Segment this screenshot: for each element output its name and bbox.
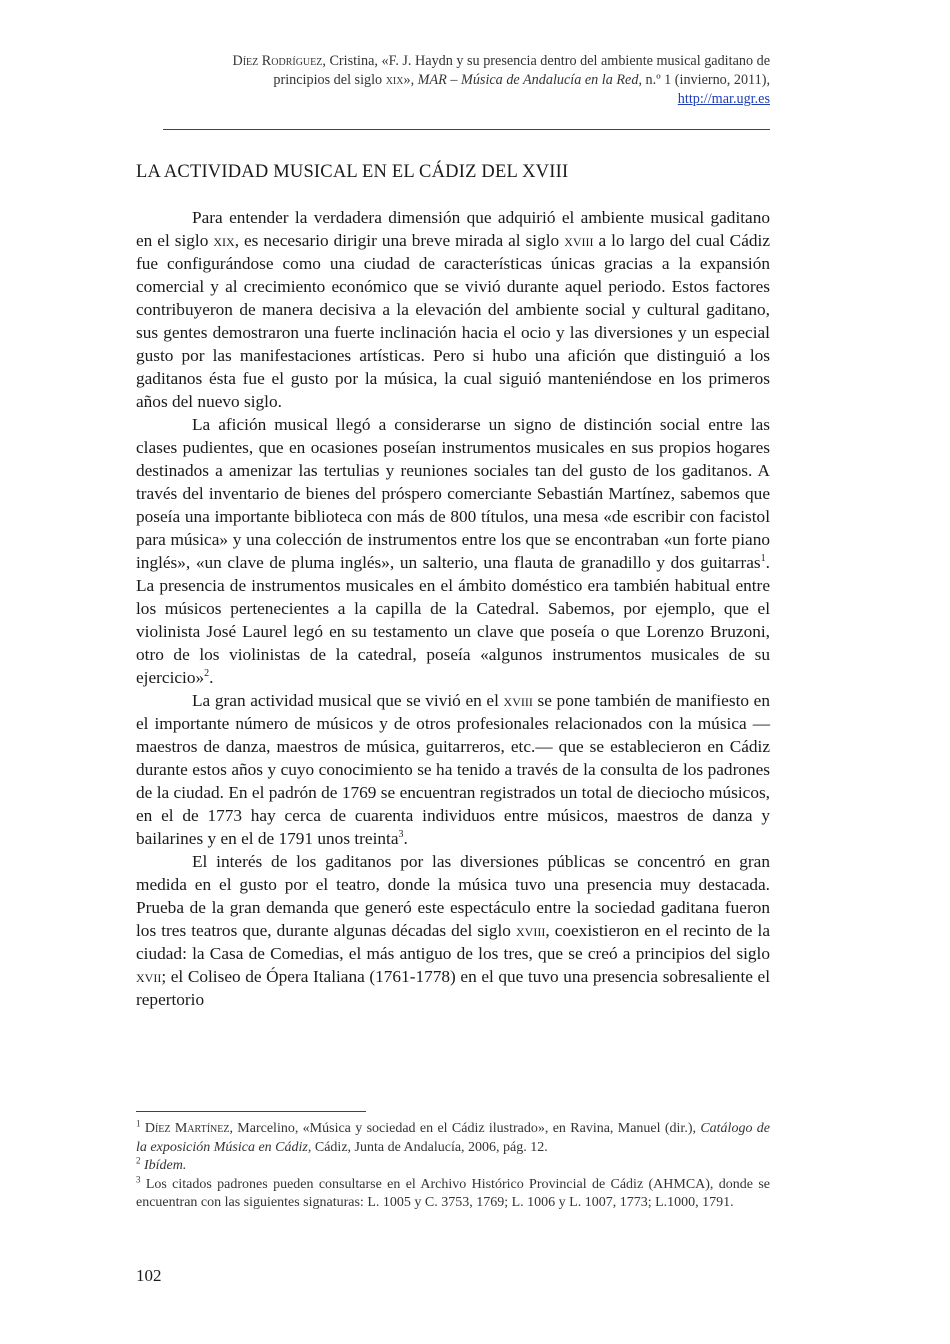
paragraph-2: La afición musical llegó a considerarse un signo de distinción social entre las clases pudientes, que en ocasiones poseían instrumentos musicales en sus propios hogares destinados a amenizar las tertulias y reuniones sociales tan del gusto de los gaditanos. A través del inventario de bienes del próspero comerciante Sebastián Martínez, sabemos que poseía una importante biblioteca con más de 800 títulos, una mesa «de escribir con facistol para música» y una colección de instrumentos entre los que se encontraban «un forte piano inglés», «un clave de pluma inglés», un salterio, una flauta de granadillo y dos guitarras$^1$. La presencia de instrumentos musicales en el ámbito doméstico era también habitual entre los músicos pertenecientes a la capilla de la Catedral. Sabemos, por ejemplo, que el violinista José Laurel legó en su testamento un clave que poseía o que Lorenzo Bruzoni, otro de los violinistas de la catedral, poseía «algunos instrumentos musicales de su ejercicio»$^2$. [136, 415, 770, 687]
article-body [136, 206, 770, 1011]
footnotes [136, 1120, 770, 1213]
paragraph-1: Para entender la verdadera dimensión que adquirió el ambiente musical gaditano en el siglo xix, es necesario dirigir una breve mirada al siglo xviii a lo largo del cual Cádiz fue configurándose como una ciudad de características únicas gracias a la expansión comercial y al crecimiento económico que se vivió durante aquel periodo. Estos factores contribuyeron de manera decisiva a la elevación del ambiente social y cultural gaditano, sus gentes demostraron una fuerte inclinación hacia el ocio y las diversiones y un especial gusto por las manifestaciones artísticas. Pero si hubo una afición que distinguió a los gaditanos ésta fue el gusto por la música, la cual siguió manteniéndose en los primeros años del nuevo siglo. [136, 208, 770, 411]
footnote-divider [136, 1111, 366, 1112]
footnote-ref-2[interactable]: 2 [204, 668, 210, 680]
footnote-ref-1[interactable]: 1 [760, 553, 766, 565]
page-number: 102 [136, 1266, 162, 1285]
header-line-2: principios del siglo xix», MAR – Música de Andalucía en la Red, n.º 1 (invierno, 2011), [273, 72, 770, 88]
paragraph-3: La gran actividad musical que se vivió en el xviii se pone también de manifiesto en el importante número de músicos y de otros profesionales relacionados con la música —maestros de danza, maestros de música, guitarreros, etc.— que se establecieron en Cádiz durante estos años y cuyo conocimiento se ha tenido a través de la consulta de los padrones de la ciudad. En el padrón de 1769 se encuentran registrados un total de dieciocho músicos, en el de 1773 hay cerca de cuarenta individuos entre músicos, maestros de danza y bailarines y en el de 1791 unos treinta$^3$. [136, 691, 770, 848]
journal-link[interactable]: http://mar.ugr.es [677, 91, 770, 107]
header-author: Díez Rodríguez [232, 53, 323, 69]
header-line-1: Díez Rodríguez, Cristina, «F. J. Haydn y su presencia dentro del ambiente musical gaditano de [232, 53, 770, 69]
footnote-2: $^2$ Ibídem. [136, 1155, 187, 1173]
footnote-3: $^3$ Los citados padrones pueden consultarse en el Archivo Histórico Provincial de Cádiz (AHMCA), donde se encuentran con las siguientes signaturas: L. 1005 y C. 3753, 1769; L. 1006 y L. 1007, 1773; L.1000, 1791. [136, 1173, 770, 1210]
running-header [150, 52, 770, 109]
paragraph-4: El interés de los gaditanos por las diversiones públicas se concentró en gran medida en el gusto por el teatro, donde la música tuvo una presencia muy destacada. Prueba de la gran demanda que generó este espectáculo entre la sociedad gaditana fueron los tres teatros que, durante algunas décadas del siglo xviii, coexistieron en el recinto de la ciudad: la Casa de Comedias, el más antiguo de los tres, que se creó a principios del siglo xvii; el Coliseo de Ópera Italiana (1761-1778) en el que tuvo una presencia sobresaliente el repertorio [136, 852, 770, 1009]
header-journal: MAR – Música de Andalucía en la Red [417, 72, 639, 88]
footnote-ref-3[interactable]: 3 [398, 829, 404, 841]
section-title: LA ACTIVIDAD MUSICAL EN EL CÁDIZ DEL XVIII [136, 162, 569, 182]
footnote-1: $^1$ Díez Martínez, Marcelino, «Música y sociedad en el Cádiz ilustrado», en Ravina, Manuel (dir.), Catálogo de la exposición Música en Cádiz, Cádiz, Junta de Andalucía, 2006, pág. 12. [136, 1118, 770, 1155]
header-divider [163, 129, 770, 130]
